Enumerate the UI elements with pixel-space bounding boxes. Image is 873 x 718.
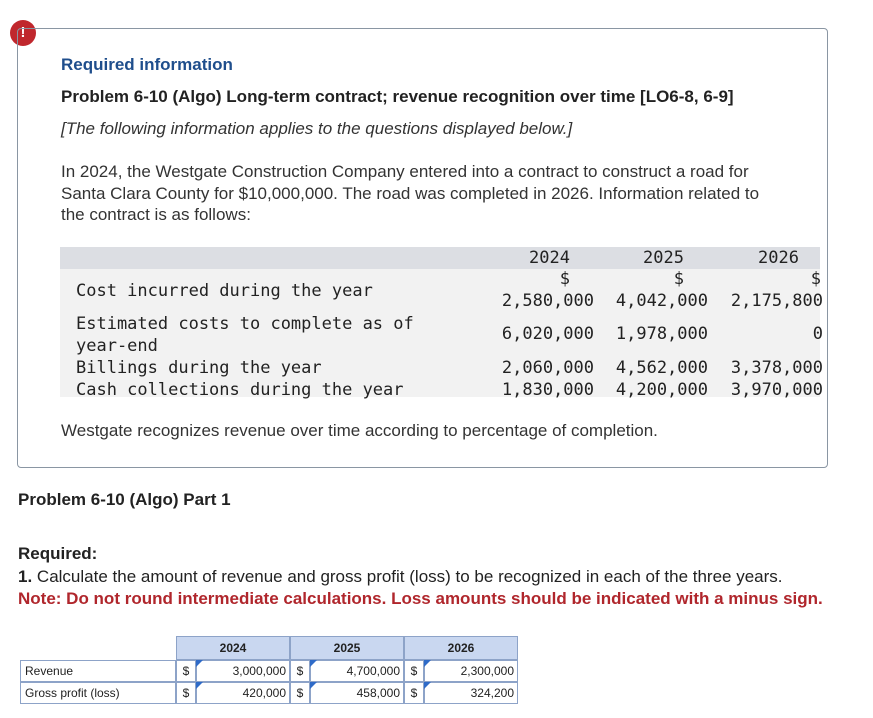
row-label: Cash collections during the year: [76, 380, 404, 400]
gross-profit-2025-input[interactable]: 458,000: [310, 682, 404, 704]
dollar-sign: $: [290, 682, 310, 704]
table-cell: 3,378,000: [730, 358, 823, 378]
problem-title: Problem 6-10 (Algo) Long-term contract; revenue recognition over time [LO6-8, 6-9]: [61, 87, 734, 106]
dollar-sign: $: [810, 269, 821, 289]
gross-profit-2026-input[interactable]: 324,200: [424, 682, 518, 704]
dollar-sign: $: [290, 660, 310, 682]
row-label: Billings during the year: [76, 358, 322, 378]
answer-flag-icon: [196, 660, 203, 667]
required-information-box: [17, 28, 828, 468]
table-cell: 1,978,000: [615, 324, 708, 344]
table-cell: 2,175,800: [730, 291, 823, 311]
answer-flag-icon: [424, 682, 431, 689]
answer-year: 2026: [447, 641, 475, 655]
answer-flag-icon: [310, 682, 317, 689]
dollar-sign: $: [404, 660, 424, 682]
revenue-2025-input[interactable]: 4,700,000: [310, 660, 404, 682]
answer-year: 2024: [219, 641, 247, 655]
instruction-number: 1.: [18, 567, 33, 586]
instruction-text: [18, 567, 783, 587]
table-cell: 2,060,000: [501, 358, 594, 378]
recognition-method-text: Westgate recognizes revenue over time according to percentage of completion.: [61, 421, 658, 440]
table-cell: 0: [812, 324, 823, 344]
table-cell: 1,830,000: [501, 380, 594, 400]
table-cell: 4,562,000: [615, 358, 708, 378]
year-header: 2026: [758, 248, 799, 268]
intro-paragraph: In 2024, the Westgate Construction Company entered into a contract to construct a road for Santa Clara County for $10,000,000. The road was completed in 2026. Information related to the contract is as follows:: [61, 162, 760, 224]
row-label: Estimated costs to complete as of: [76, 314, 414, 334]
gross-profit-2024-input[interactable]: 420,000: [196, 682, 290, 704]
revenue-2024-input[interactable]: 3,000,000: [196, 660, 290, 682]
info-note: [The following information applies to the questions displayed below.]: [61, 119, 573, 138]
answer-flag-icon: [196, 682, 203, 689]
instruction-body: Calculate the amount of revenue and gross profit (loss) to be recognized in each of the three years.: [36, 567, 783, 586]
answer-flag-icon: [424, 660, 431, 667]
row-label-revenue: Revenue: [20, 660, 176, 682]
table-cell: 4,042,000: [615, 291, 708, 311]
required-information-heading: Required information: [61, 55, 233, 74]
alert-icon: !: [10, 20, 36, 46]
dollar-sign: $: [559, 269, 570, 289]
dollar-sign: $: [176, 682, 196, 704]
table-cell: 3,970,000: [730, 380, 823, 400]
data-table-body: [60, 269, 823, 400]
year-header: 2024: [529, 248, 570, 268]
dollar-sign: $: [176, 660, 196, 682]
answer-year: 2025: [333, 641, 361, 655]
row-label: year-end: [76, 336, 158, 356]
table-cell: 2,580,000: [501, 291, 594, 311]
answer-flag-icon: [310, 660, 317, 667]
year-header: 2025: [643, 248, 684, 268]
table-cell: 6,020,000: [501, 324, 594, 344]
part-title: Problem 6-10 (Algo) Part 1: [18, 490, 231, 509]
required-label: Required:: [18, 544, 98, 563]
revenue-2026-input[interactable]: 2,300,000: [424, 660, 518, 682]
dollar-sign: $: [673, 269, 684, 289]
rounding-warning: Note: Do not round intermediate calculations. Loss amounts should be indicated with a minus sign.: [18, 589, 823, 608]
data-table-header: [60, 247, 820, 269]
dollar-sign: $: [404, 682, 424, 704]
row-label: Cost incurred during the year: [76, 281, 373, 301]
table-cell: 4,200,000: [615, 380, 708, 400]
row-label-gross-profit: Gross profit (loss): [20, 682, 176, 704]
